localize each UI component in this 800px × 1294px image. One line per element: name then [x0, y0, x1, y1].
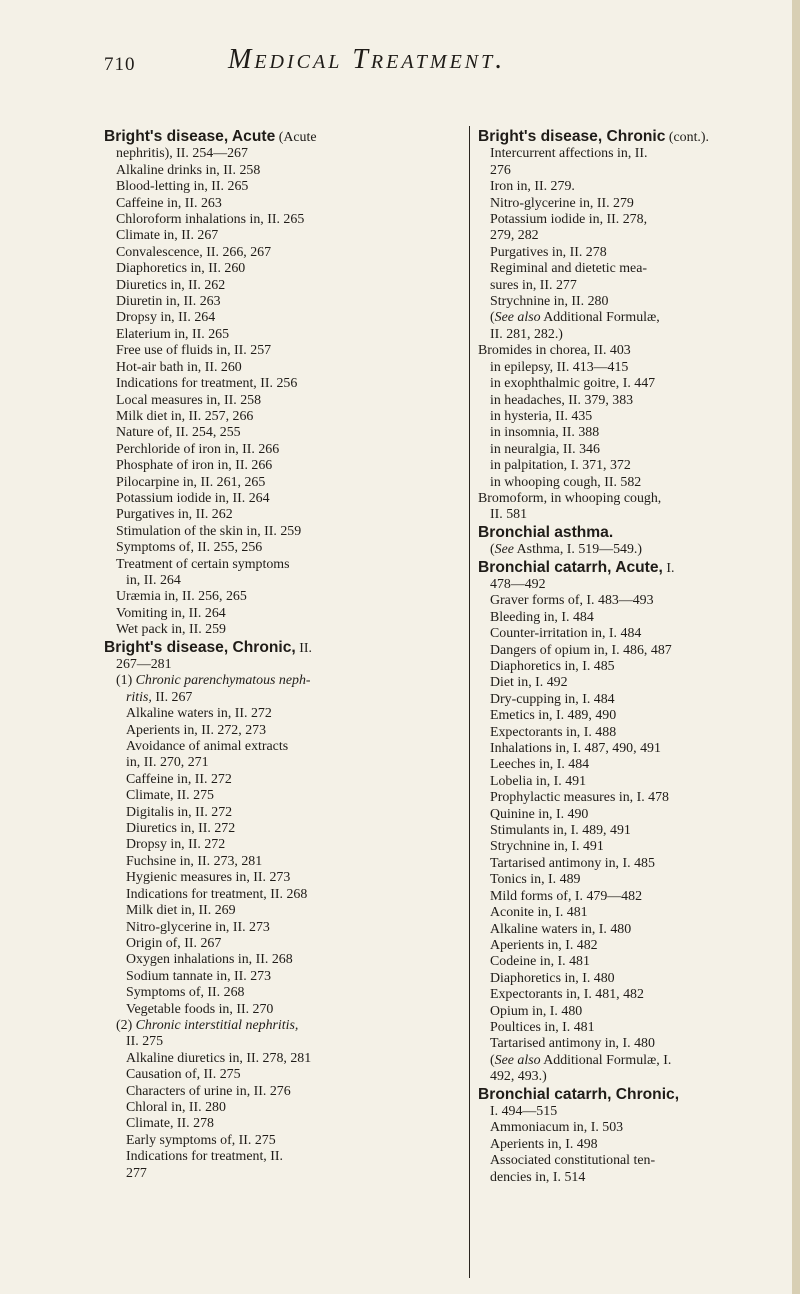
entry-text: Origin of, II. 267: [126, 935, 222, 951]
entry-text: Ammoniacum in, I. 503: [490, 1120, 624, 1136]
index-entry: [104, 1149, 460, 1165]
index-entry: [104, 475, 460, 491]
index-entry: [104, 278, 460, 294]
index-entry: [104, 1166, 460, 1182]
index-entry: [478, 442, 778, 458]
entry-text: Emetics in, I. 489, 490: [490, 708, 617, 724]
index-entry: [478, 692, 778, 708]
index-entry: [104, 854, 460, 870]
index-entry: [104, 573, 460, 589]
index-entry: [478, 872, 778, 888]
entry-text: Additional Formulæ,: [540, 310, 660, 326]
entry-text: Diuretics in, II. 272: [126, 821, 236, 837]
entry-text: Strychnine in, I. 491: [490, 839, 604, 855]
entry-text: Nitro-glycerine in, II. 273: [126, 919, 270, 935]
index-entry: [104, 969, 460, 985]
entry-text: Dropsy in, II. 272: [126, 837, 226, 853]
index-entry: [478, 856, 778, 872]
index-entry: [104, 805, 460, 821]
index-entry: [478, 725, 778, 741]
entry-text: 267—281: [116, 657, 172, 672]
entry-text: Strychnine in, II. 280: [490, 294, 609, 310]
entry-text: (2): [116, 1017, 136, 1033]
index-entry: [478, 393, 778, 409]
entry-text: Vomiting in, II. 264: [116, 605, 226, 621]
index-entry: [478, 626, 778, 642]
entry-italic: Chronic interstitial nephritis,: [135, 1017, 299, 1033]
entry-text: Sodium tannate in, II. 273: [126, 968, 272, 984]
entry-text: Iron in, II. 279.: [490, 179, 575, 195]
index-entry: [478, 163, 778, 179]
entry-text: Avoidance of animal extracts: [126, 739, 289, 755]
index-entry: [104, 425, 460, 441]
index-entry: [478, 922, 778, 938]
entry-text: (: [490, 542, 495, 558]
index-entry: [478, 610, 778, 626]
entry-text: Intercurrent affections in, II.: [490, 146, 648, 162]
entry-text: (Acute: [275, 130, 317, 145]
entry-text: II. 267: [151, 689, 193, 705]
index-entry: [104, 310, 460, 326]
index-entry: [478, 179, 778, 195]
entry-text: Indications for treatment, II. 256: [116, 376, 298, 392]
entry-text: 478—492: [490, 576, 546, 592]
index-entry: [478, 310, 778, 326]
entry-heading: Bronchial catarrh, Acute,: [478, 558, 663, 576]
entry-text: Bromoform, in whooping cough,: [478, 490, 662, 506]
entry-text: Milk diet in, II. 269: [126, 903, 236, 919]
entry-text: Alkaline diuretics in, II. 278, 281: [126, 1050, 312, 1066]
index-entry: [478, 212, 778, 228]
entry-text: Phosphate of iron in, II. 266: [116, 458, 273, 474]
entry-text: (1): [116, 673, 136, 689]
index-entry: [104, 376, 460, 392]
index-entry: [104, 1100, 460, 1116]
entry-text: Regiminal and dietetic mea-: [490, 261, 647, 277]
entry-text: Tartarised antimony in, I. 485: [490, 855, 655, 871]
entry-text: I. 494—515: [490, 1103, 558, 1119]
entry-text: Aperients in, II. 272, 273: [126, 722, 267, 738]
entry-text: II. 281, 282.): [490, 326, 563, 342]
entry-text: Caffeine in, II. 263: [116, 195, 222, 211]
entry-italic: See also: [494, 310, 541, 326]
index-entry: [104, 837, 460, 853]
index-entry: [478, 491, 778, 507]
index-entry: [104, 1034, 460, 1050]
index-entry: [104, 343, 460, 359]
entry-text: in headaches, II. 379, 383: [490, 392, 634, 408]
entry-text: Diaphoretics in, I. 485: [490, 659, 615, 674]
index-entry: [104, 458, 460, 474]
index-entry: [104, 1002, 460, 1018]
entry-text: Stimulants in, I. 489, 491: [490, 823, 631, 839]
entry-text: Tartarised antimony in, I. 480: [490, 1036, 655, 1052]
index-entry: [478, 790, 778, 806]
entry-text: Purgatives in, II. 262: [116, 507, 233, 523]
entry-text: Milk diet in, II. 257, 266: [116, 408, 254, 424]
entry-text: Diuretin in, II. 263: [116, 294, 221, 310]
entry-text: Hygienic measures in, II. 273: [126, 870, 291, 886]
index-entry: [478, 938, 778, 954]
entry-text: Purgatives in, II. 278: [490, 244, 607, 260]
index-entry: [478, 643, 778, 659]
entry-text: (cont.).: [665, 130, 710, 145]
entry-text: Vegetable foods in, II. 270: [126, 1001, 274, 1017]
index-entry: [104, 657, 460, 673]
index-entry: [104, 673, 460, 689]
index-heading: [104, 128, 460, 146]
index-entry: [104, 245, 460, 261]
index-heading: [478, 128, 778, 146]
index-entry: [104, 755, 460, 771]
entry-text: in neuralgia, II. 346: [490, 441, 600, 457]
entry-text: nephritis), II. 254—267: [116, 146, 248, 162]
index-entry: [478, 1053, 778, 1069]
entry-heading: Bronchial catarrh, Chronic,: [478, 1085, 680, 1103]
entry-text: Causation of, II. 275: [126, 1067, 241, 1083]
entry-text: Tonics in, I. 489: [490, 872, 581, 888]
index-entry: [104, 524, 460, 540]
entry-text: Inhalations in, I. 487, 490, 491: [490, 741, 661, 757]
index-entry: [104, 196, 460, 212]
index-entry: [104, 327, 460, 343]
entry-text: Associated constitutional ten-: [490, 1153, 656, 1169]
index-entry: [104, 788, 460, 804]
entry-text: Quinine in, I. 490: [490, 806, 589, 822]
entry-text: Counter-irritation in, I. 484: [490, 626, 642, 642]
entry-text: Symptoms of, II. 255, 256: [116, 540, 263, 556]
index-entry: [104, 1116, 460, 1132]
entry-text: Fuchsine in, II. 273, 281: [126, 853, 263, 869]
index-entry: [104, 606, 460, 622]
index-heading: [478, 559, 778, 577]
entry-text: Leeches in, I. 484: [490, 757, 590, 773]
index-entry: [104, 1018, 460, 1034]
index-entry: [478, 807, 778, 823]
index-entry: [478, 889, 778, 905]
entry-text: (: [490, 1052, 495, 1068]
entry-text: Alkaline waters in, II. 272: [126, 706, 272, 722]
entry-text: Dry-cupping in, I. 484: [490, 691, 615, 707]
index-entry: [104, 936, 460, 952]
entry-text: Oxygen inhalations in, II. 268: [126, 952, 293, 968]
entry-text: Alkaline drinks in, II. 258: [116, 162, 261, 178]
index-entry: [478, 409, 778, 425]
entry-text: Convalescence, II. 266, 267: [116, 244, 272, 260]
entry-text: Symptoms of, II. 268: [126, 985, 245, 1001]
entry-text: II. 275: [126, 1034, 164, 1050]
index-entry: [104, 261, 460, 277]
entry-text: Characters of urine in, II. 276: [126, 1083, 291, 1099]
index-entry: [104, 1051, 460, 1067]
index-entry: [104, 491, 460, 507]
index-entry: [478, 593, 778, 609]
entry-text: Indications for treatment, II. 268: [126, 886, 308, 902]
index-entry: [478, 228, 778, 244]
entry-text: Potassium iodide in, II. 264: [116, 490, 270, 506]
entry-heading: Bright's disease, Chronic,: [104, 638, 296, 656]
entry-text: Diaphoretics in, II. 260: [116, 261, 246, 277]
entry-text: Aperients in, I. 498: [490, 1136, 598, 1152]
entry-text: in, II. 270, 271: [126, 755, 209, 771]
index-entry: [104, 622, 460, 638]
index-entry: [478, 1120, 778, 1136]
index-entry: [478, 278, 778, 294]
entry-text: in insomnia, II. 388: [490, 425, 600, 441]
entry-text: II. 581: [490, 507, 528, 523]
entry-text: Opium in, I. 480: [490, 1003, 583, 1019]
entry-text: Local measures in, II. 258: [116, 392, 262, 408]
entry-text: Free use of fluids in, II. 257: [116, 343, 272, 359]
entry-text: Treatment of certain symptoms: [116, 556, 290, 572]
entry-text: Nitro-glycerine in, II. 279: [490, 195, 634, 211]
index-entry: [104, 985, 460, 1001]
index-entry: [104, 179, 460, 195]
index-entry: [478, 774, 778, 790]
index-entry: [478, 823, 778, 839]
index-entry: [104, 589, 460, 605]
entry-text: Codeine in, I. 481: [490, 954, 590, 970]
entry-text: dencies in, I. 514: [490, 1169, 586, 1185]
index-entry: [478, 971, 778, 987]
index-entry: [478, 425, 778, 441]
index-entry: [478, 1137, 778, 1153]
index-entry: [478, 839, 778, 855]
entry-text: Caffeine in, II. 272: [126, 771, 232, 787]
entry-text: Alkaline waters in, I. 480: [490, 921, 632, 937]
index-entry: [104, 228, 460, 244]
index-entry: [104, 723, 460, 739]
index-column-left: [104, 128, 460, 1182]
entry-text: in, II. 264: [126, 572, 181, 588]
entry-text: Climate in, II. 267: [116, 228, 219, 244]
entry-text: in epilepsy, II. 413—415: [490, 359, 629, 375]
page-header: [0, 44, 800, 84]
entry-text: Early symptoms of, II. 275: [126, 1132, 276, 1148]
index-entry: [478, 1069, 778, 1085]
entry-text: Diet in, I. 492: [490, 675, 568, 691]
index-entry: [478, 741, 778, 757]
index-entry: [104, 146, 460, 162]
entry-text: Prophylactic measures in, I. 478: [490, 790, 669, 806]
entry-italic: See: [494, 542, 514, 558]
entry-text: Diaphoretics in, I. 480: [490, 970, 615, 986]
entry-text: II.: [295, 640, 312, 656]
index-entry: [478, 1104, 778, 1120]
index-entry: [478, 954, 778, 970]
index-entry: [104, 887, 460, 903]
index-entry: [478, 905, 778, 921]
index-entry: [104, 920, 460, 936]
index-column-right: [478, 128, 778, 1186]
entry-text: Graver forms of, I. 483—493: [490, 593, 654, 609]
index-entry: [478, 261, 778, 277]
entry-text: Wet pack in, II. 259: [116, 622, 226, 638]
entry-text: Dangers of opium in, I. 486, 487: [490, 642, 672, 658]
entry-text: (: [490, 310, 495, 326]
index-entry: [478, 343, 778, 359]
entry-heading: Bronchial asthma.: [478, 523, 614, 541]
index-entry: [104, 690, 460, 706]
entry-text: 279, 282: [490, 228, 539, 244]
entry-text: in exophthalmic goitre, I. 447: [490, 376, 656, 392]
index-entry: [478, 1020, 778, 1036]
index-entry: [478, 458, 778, 474]
entry-text: Nature of, II. 254, 255: [116, 425, 241, 441]
index-entry: [478, 675, 778, 691]
index-entry: [104, 903, 460, 919]
index-entry: [104, 706, 460, 722]
index-entry: [478, 708, 778, 724]
entry-italic: See also: [494, 1052, 541, 1068]
index-heading: [478, 1086, 778, 1104]
entry-text: Hot-air bath in, II. 260: [116, 359, 242, 375]
index-heading: [478, 524, 778, 542]
entry-text: Chloroform inhalations in, II. 265: [116, 212, 305, 228]
entry-text: Aconite in, I. 481: [490, 905, 588, 921]
entry-text: Lobelia in, I. 491: [490, 773, 587, 789]
index-entry: [478, 196, 778, 212]
entry-text: in hysteria, II. 435: [490, 408, 593, 424]
index-entry: [104, 821, 460, 837]
entry-text: Pilocarpine in, II. 261, 265: [116, 474, 266, 490]
index-entry: [104, 952, 460, 968]
entry-text: 276: [490, 162, 511, 178]
entry-text: Bromides in chorea, II. 403: [478, 343, 631, 359]
entry-heading: Bright's disease, Chronic: [478, 128, 666, 145]
index-entry: [478, 1170, 778, 1186]
index-entry: [478, 507, 778, 523]
entry-text: Diuretics in, II. 262: [116, 277, 226, 293]
index-entry: [104, 360, 460, 376]
index-entry: [478, 659, 778, 675]
page-number: 710: [104, 54, 136, 75]
entry-text: Poultices in, I. 481: [490, 1019, 595, 1035]
entry-text: Uræmia in, II. 256, 265: [116, 589, 247, 605]
index-entry: [104, 507, 460, 523]
entry-text: Perchloride of iron in, II. 266: [116, 441, 280, 457]
entry-text: 492, 493.): [490, 1069, 547, 1085]
index-entry: [478, 475, 778, 491]
entry-text: Climate, II. 278: [126, 1116, 214, 1132]
index-entry: [104, 1067, 460, 1083]
index-entry: [104, 212, 460, 228]
index-entry: [478, 327, 778, 343]
entry-text: Expectorants in, I. 488: [490, 724, 617, 740]
entry-text: Indications for treatment, II.: [126, 1149, 283, 1165]
index-entry: [104, 870, 460, 886]
index-entry: [104, 772, 460, 788]
index-entry: [478, 1004, 778, 1020]
entry-text: Potassium iodide in, II. 278,: [490, 212, 648, 228]
entry-text: 277: [126, 1165, 147, 1181]
entry-text: Asthma, I. 519—549.): [513, 542, 643, 558]
column-divider: [469, 126, 470, 1278]
entry-text: in whooping cough, II. 582: [490, 474, 642, 490]
index-entry: [104, 163, 460, 179]
page-edge: [792, 0, 800, 1294]
entry-text: Chloral in, II. 280: [126, 1099, 226, 1115]
index-entry: [478, 987, 778, 1003]
index-heading: [104, 639, 460, 657]
entry-text: Elaterium in, II. 265: [116, 326, 230, 342]
index-entry: [478, 577, 778, 593]
entry-text: Bleeding in, I. 484: [490, 609, 594, 625]
entry-text: Dropsy in, II. 264: [116, 310, 216, 326]
entry-italic: Chronic parenchymatous neph-: [135, 673, 311, 689]
index-entry: [104, 1133, 460, 1149]
entry-text: Expectorants in, I. 481, 482: [490, 987, 644, 1003]
entry-text: I.: [662, 560, 675, 576]
index-entry: [478, 757, 778, 773]
index-entry: [478, 360, 778, 376]
index-entry: [478, 376, 778, 392]
entry-italic: ritis,: [126, 689, 152, 705]
index-entry: [104, 294, 460, 310]
entry-text: in palpitation, I. 371, 372: [490, 458, 631, 474]
entry-text: Additional Formulæ, I.: [540, 1052, 672, 1068]
index-entry: [104, 540, 460, 556]
entry-text: Climate, II. 275: [126, 788, 214, 804]
entry-text: sures in, II. 277: [490, 277, 577, 293]
entry-text: Aperients in, I. 482: [490, 937, 598, 953]
index-entry: [104, 1084, 460, 1100]
index-entry: [478, 542, 778, 558]
entry-heading: Bright's disease, Acute: [104, 128, 276, 145]
index-entry: [104, 442, 460, 458]
index-entry: [478, 1153, 778, 1169]
index-entry: [104, 557, 460, 573]
index-entry: [104, 393, 460, 409]
index-entry: [104, 409, 460, 425]
index-entry: [104, 739, 460, 755]
entry-text: Stimulation of the skin in, II. 259: [116, 523, 302, 539]
index-entry: [478, 245, 778, 261]
entry-text: Digitalis in, II. 272: [126, 804, 233, 820]
entry-text: Blood-letting in, II. 265: [116, 179, 249, 195]
entry-text: Mild forms of, I. 479—482: [490, 888, 643, 904]
index-entry: [478, 1036, 778, 1052]
index-entry: [478, 294, 778, 310]
running-title: Medical Treatment.: [228, 44, 506, 75]
index-entry: [478, 146, 778, 162]
